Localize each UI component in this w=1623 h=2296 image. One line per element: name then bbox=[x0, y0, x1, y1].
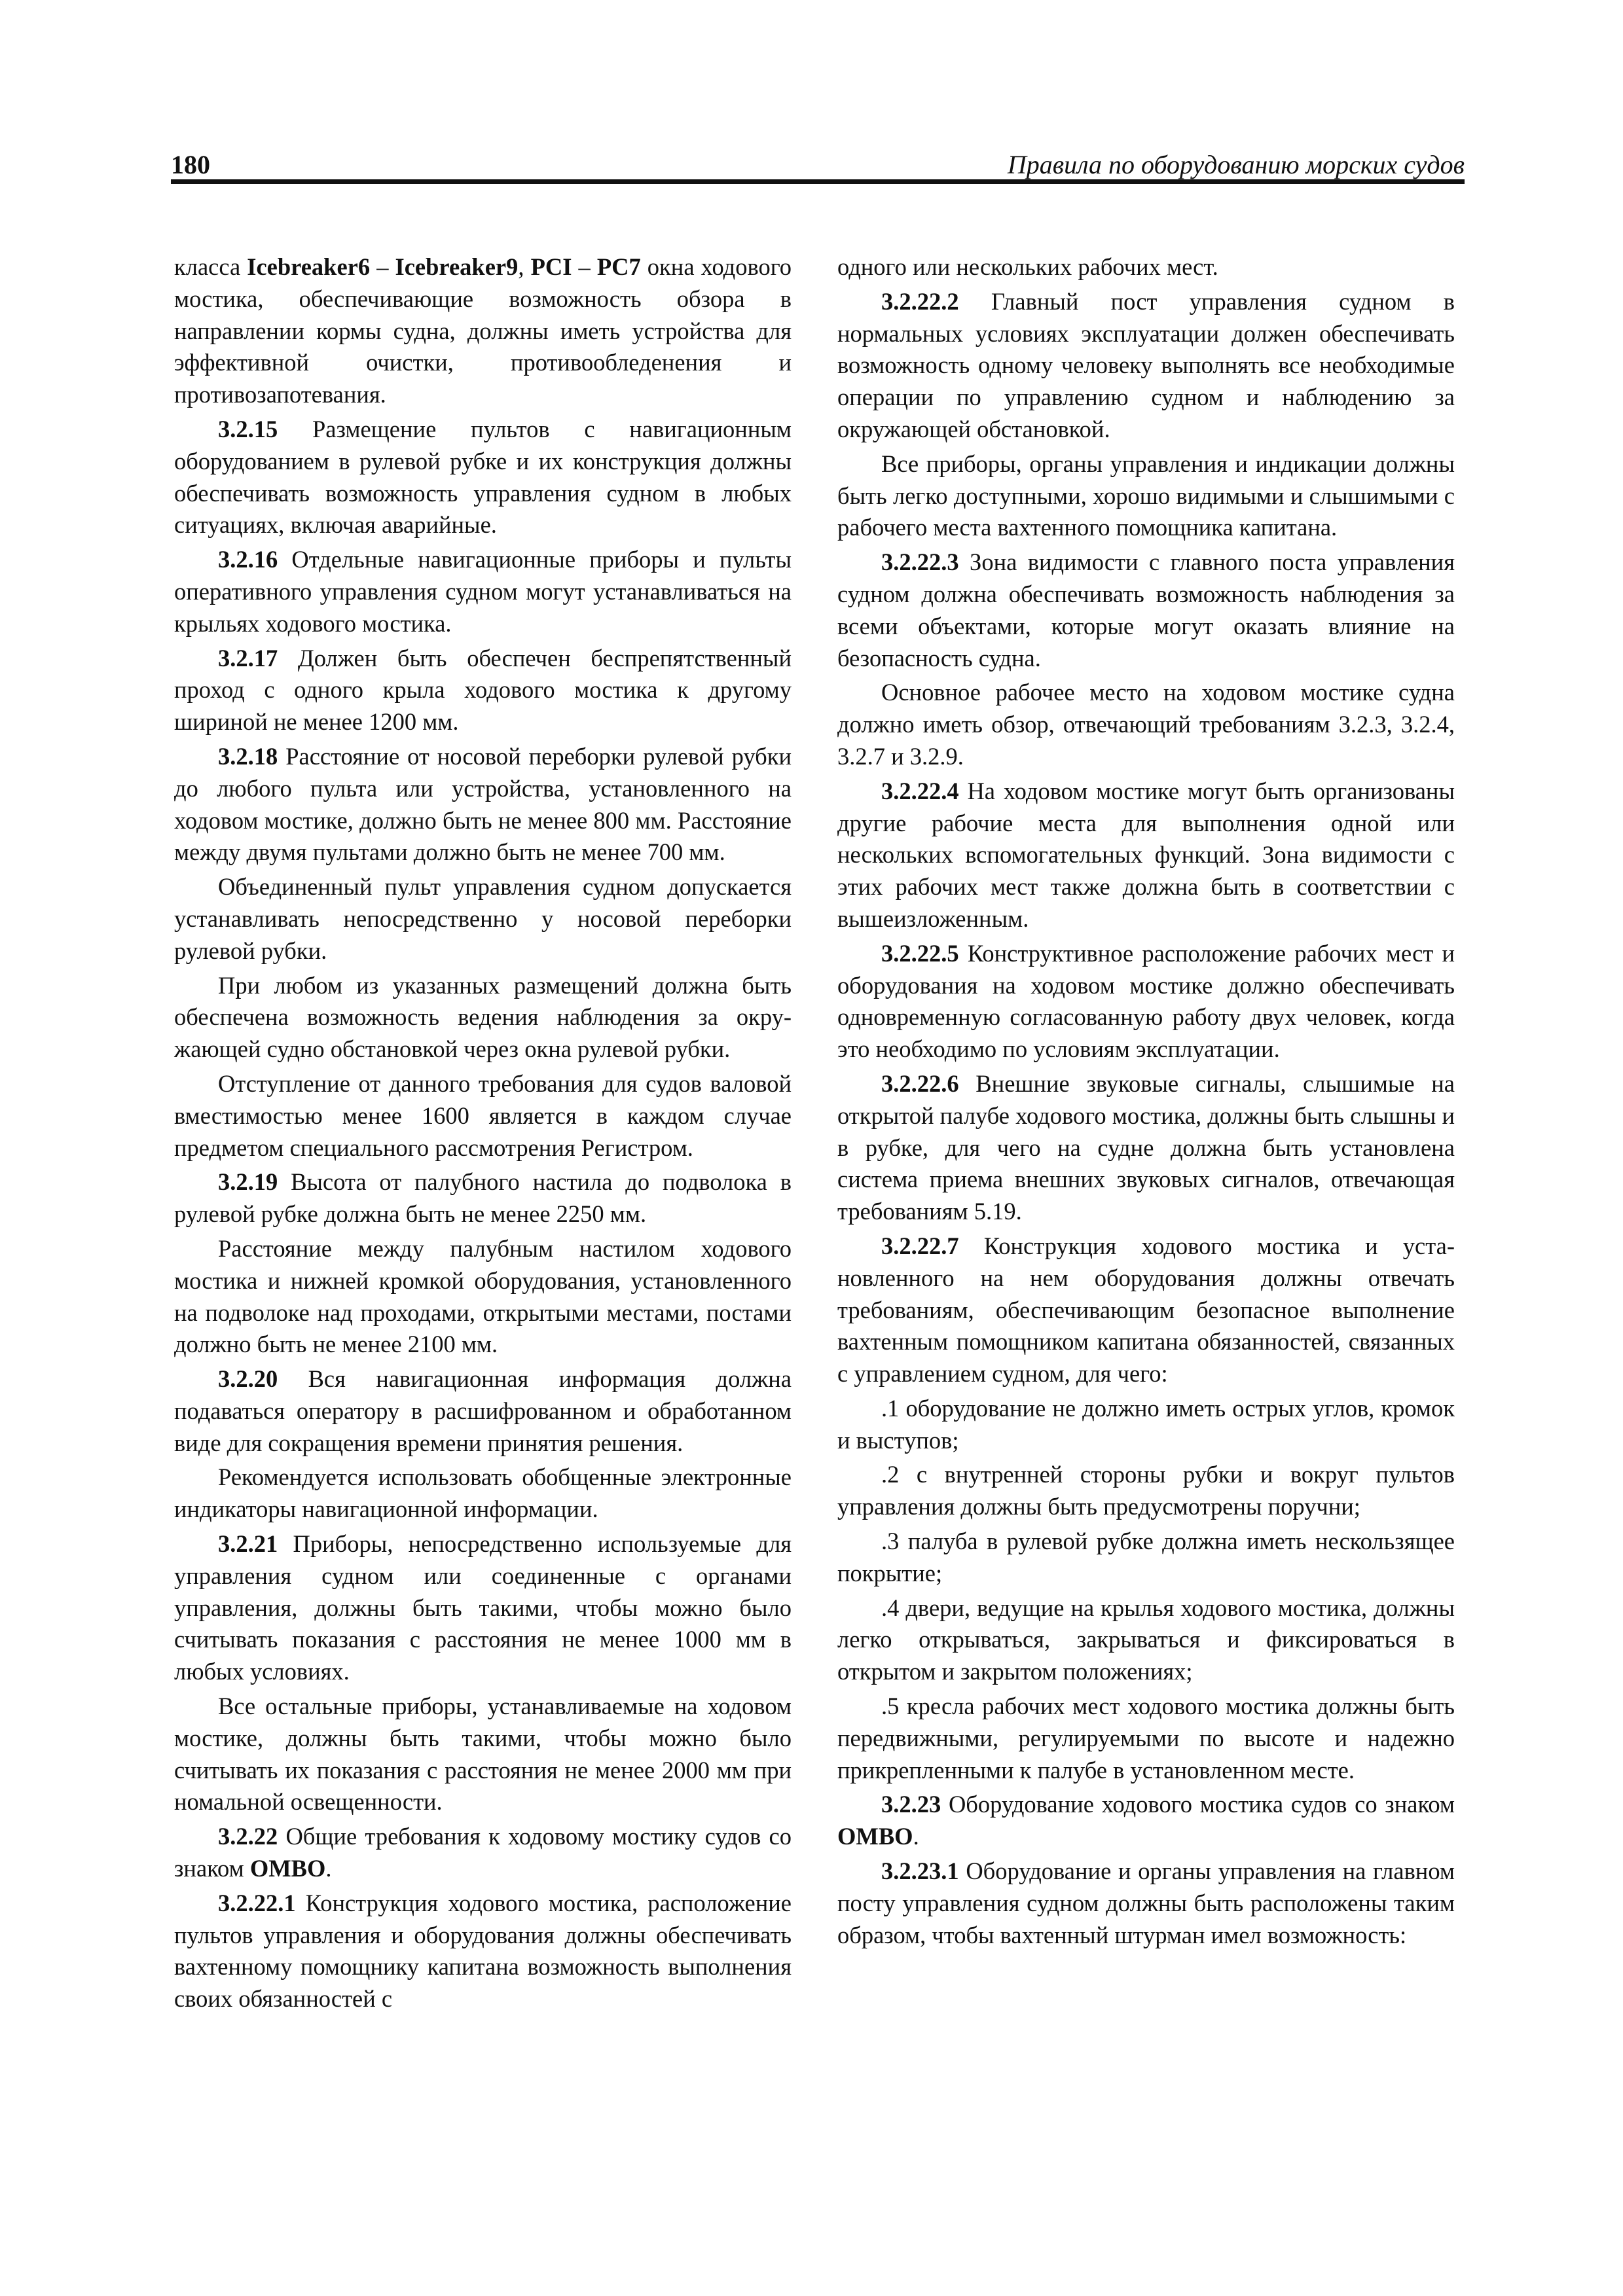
clause-number: 3.2.23 bbox=[881, 1791, 941, 1818]
clause-number: 3.2.18 bbox=[218, 742, 278, 770]
clause-3-2-18: 3.2.18 Расстояние от носовой переборки рулевой рубки до любого пульта или устройства, установленного на ходовом мостике, должно быть не менее 800 мм. Расстояние между двумя пультами должно быть не менее 700 мм. bbox=[174, 742, 792, 866]
clause-3-2-22-7: 3.2.22.7 Конструкция ходового мостика и установленного на нем оборудования должны отвечать требованиям, обеспечивающим безопасное выполнение вахтенным помощником капитана обязанностей, связанных с управлением судном, для чего: bbox=[837, 1232, 1455, 1388]
clause-number: 3.2.22 bbox=[218, 1823, 278, 1850]
clause-number: 3.2.22.4 bbox=[881, 777, 959, 804]
clause-3-2-15: 3.2.15 Размещение пультов с навигационным оборудованием в рулевой рубке и их конструкция должны обеспечивать возможность управления судном в любых ситуациях, включая аварийные. bbox=[174, 415, 792, 539]
paragraph: При любом из указанных размещений должна быть обеспечена возможность ведения наблюдения за окружающей судно обстановкой через окна рулевой рубки. bbox=[174, 971, 792, 1063]
clause-3-2-16: 3.2.16 Отдельные навигационные приборы и пульты оперативного управления судном могут устанавливаться на крыльях ходового мостика. bbox=[174, 546, 792, 637]
clause-number: 3.2.23.1 bbox=[881, 1857, 959, 1885]
clause-3-2-22-4: 3.2.22.4 На ходовом мостике могут быть организованы другие рабочие места для выполнения одной или нескольких вспомогательных функций. Зона видимости с этих рабочих мест также должна быть в соответствии с вышеизложенным. bbox=[837, 777, 1455, 932]
clause-3-2-17: 3.2.17 Должен быть обеспечен беспрепятственный проход с одного крыла ходового мостика к другому шириной не менее 1200 мм. bbox=[174, 644, 792, 736]
page-header bbox=[171, 144, 1465, 178]
paragraph: Рекомендуется использовать обобщенные электронные индикаторы навигационной информации. bbox=[174, 1463, 792, 1523]
clause-3-2-22-2: 3.2.22.2 Главный пост управления судном в нормальных условиях эксплуатации должен обеспечивать возможность одному человеку выполнять все необходимые операции по управлению судном и наблюдению за окружающей обстановкой. bbox=[837, 287, 1455, 442]
paragraph: Все приборы, органы управления и индикации должны быть легко доступными, хорошо видимыми и слышимыми с рабочего места вахтенного помощника капитана. bbox=[837, 450, 1455, 541]
paragraph: одного или нескольких рабочих мест. bbox=[837, 253, 1218, 280]
header-rule bbox=[171, 179, 1465, 184]
clause-3-2-21: 3.2.21 Приборы, непосредственно используемые для управления судном или соединенные с органами управления, должны быть такими, чтобы можно было считывать показания с расстояния не менее 1000 мм в любых условиях. bbox=[174, 1530, 792, 1685]
paragraph: класса Icebreaker6 – Icebreaker9, PCI – PC7 окна ходового мостика, обеспечивающие возможность обзора в направлении кормы судна, должны иметь устройства для эффективной очистки, противообледенения и противозапотевания. bbox=[174, 253, 792, 408]
clause-3-2-23-1: 3.2.23.1 Оборудование и органы управления на главном посту управления судном должны быть расположены таким образом, чтобы вахтенный штурман имел возможность: bbox=[837, 1857, 1455, 1948]
clause-number: 3.2.15 bbox=[218, 415, 278, 442]
left-column bbox=[174, 251, 792, 2018]
list-item: .4 двери, ведущие на крылья ходового мостика, должны легко открываться, закрываться и фиксироваться в открытом и закрытом положениях; bbox=[837, 1594, 1455, 1685]
clause-3-2-23: 3.2.23 Оборудование ходового мостика судов со знаком OMBO. bbox=[837, 1791, 1455, 1850]
clause-number: 3.2.20 bbox=[218, 1365, 278, 1393]
clause-number: 3.2.22.5 bbox=[881, 939, 959, 967]
paragraph: Объединенный пульт управления судном допускается устанавливать непосредственно у носовой переборки рулевой рубки. bbox=[174, 873, 792, 964]
clause-3-2-22-1: 3.2.22.1 Конструкция ходового мостика, расположение пультов управления и оборудования должны обеспечивать вахтенному помощнику капитана возможность выполнения своих обязанностей с bbox=[174, 1889, 792, 2013]
clause-3-2-22: 3.2.22 Общие требования к ходовому мостику судов со знаком OMBO. bbox=[174, 1823, 792, 1882]
list-item: .2 с внутренней стороны рубки и вокруг пультов управления должны быть предусмотрены поручни; bbox=[837, 1461, 1455, 1520]
clause-number: 3.2.19 bbox=[218, 1168, 278, 1196]
page-number: 180 bbox=[171, 150, 210, 179]
clause-3-2-22-3: 3.2.22.3 Зона видимости с главного поста управления судном должна обеспечивать возможность наблюдения за всеми объектами, которые могут оказать влияние на безопасность судна. bbox=[837, 548, 1455, 672]
clause-number: 3.2.22.1 bbox=[218, 1889, 296, 1916]
clause-3-2-19: 3.2.19 Высота от палубного настила до подволока в рулевой рубке должна быть не менее 2250 мм. bbox=[174, 1168, 792, 1228]
clause-number: 3.2.17 bbox=[218, 644, 278, 672]
right-column bbox=[837, 251, 1455, 1954]
clause-3-2-20: 3.2.20 Вся навигационная информация должна подаваться оператору в расшифрованном и обработанном виде для сокращения времени принятия решения. bbox=[174, 1365, 792, 1456]
clause-number: 3.2.22.2 bbox=[881, 287, 959, 315]
list-item: .5 кресла рабочих мест ходового мостика должны быть передвижными, регулируемыми по высоте и надежно прикрепленными к палубе в установленном месте. bbox=[837, 1693, 1455, 1784]
paragraph: Отступление от данного требования для судов валовой вместимостью менее 1600 является в каждом случае предметом специального рассмотрения Регистром. bbox=[174, 1069, 792, 1161]
clause-3-2-22-6: 3.2.22.6 Внешние звуковые сигналы, слышимые на открытой палубе ходового мостика, должны быть слышны и в рубке, для чего на судне должна быть установлена система приема внешних звуковых сигналов, отвечающая требованиям 5.19. bbox=[837, 1069, 1455, 1225]
paragraph: Основное рабочее место на ходовом мостике судна должно иметь обзор, отвечающий требованиям 3.2.3, 3.2.4, 3.2.7 и 3.2.9. bbox=[837, 679, 1455, 770]
clause-number: 3.2.22.7 bbox=[881, 1232, 959, 1259]
clause-number: 3.2.21 bbox=[218, 1530, 278, 1558]
list-item: .3 палуба в рулевой рубке должна иметь нескользящее покрытие; bbox=[837, 1528, 1455, 1587]
clause-number: 3.2.16 bbox=[218, 546, 278, 573]
running-title: Правила по оборудованию морских судов bbox=[1007, 150, 1465, 179]
clause-number: 3.2.22.3 bbox=[881, 548, 959, 576]
paragraph: Расстояние между палубным настилом ходового мостика и нижней кромкой оборудования, установленного на подволоке над проходами, открытыми местами, постами должно быть не менее 2100 мм. bbox=[174, 1234, 792, 1358]
clause-number: 3.2.22.6 bbox=[881, 1069, 959, 1097]
paragraph: Все остальные приборы, устанавливаемые на ходовом мостике, должны быть такими, чтобы можно было считывать их показания с расстояния не менее 2000 мм при номальной освещенности. bbox=[174, 1693, 792, 1816]
clause-3-2-22-5: 3.2.22.5 Конструктивное расположение рабочих мест и оборудования на ходовом мостике должно обеспечивать одновременную согласованную работу двух человек, когда это необходимо по условиям эксплуатации. bbox=[837, 939, 1455, 1063]
list-item: .1 оборудование не должно иметь острых углов, кромок и выступов; bbox=[837, 1394, 1455, 1454]
